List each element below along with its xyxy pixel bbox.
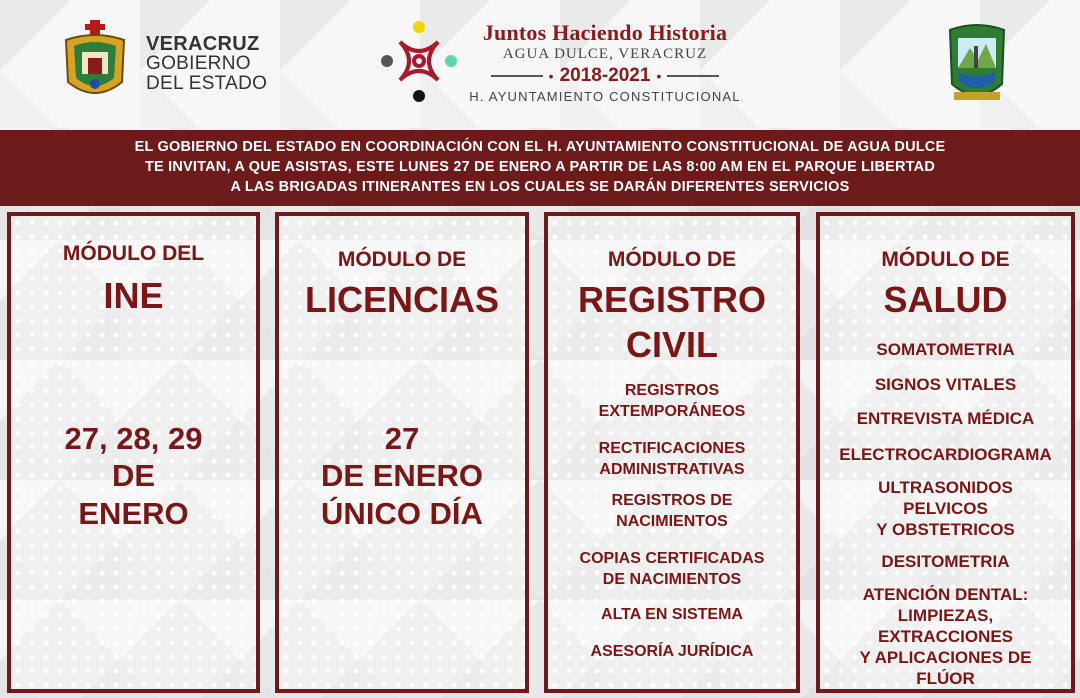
years: 2018-2021 [559, 65, 651, 86]
service-item: ELECTROCARDIOGRAMA [839, 445, 1052, 464]
module-label: MÓDULO DE [607, 248, 737, 271]
service-item: REGISTROS DE [611, 492, 733, 509]
module-label: MÓDULO DE [881, 248, 1010, 271]
service-item: NACIMIENTOS [616, 513, 728, 530]
dot-icon: • [656, 68, 662, 84]
divider [667, 75, 719, 77]
module-title: INE [103, 275, 164, 316]
service-item: ATENCIÓN DENTAL: [862, 585, 1029, 604]
veracruz-coat-of-arms-icon [60, 20, 130, 107]
invitation-banner [0, 130, 1080, 206]
municipal-emblem-icon [378, 20, 460, 109]
banner-line: EL GOBIERNO DEL ESTADO EN COORDINACIÓN CON EL H. AYUNTAMIENTO CONSTITUCIONAL DE AGUA DULCE [134, 139, 946, 155]
service-item: ASESORÍA JURÍDICA [590, 643, 754, 660]
service-item: ALTA EN SISTEMA [601, 606, 743, 623]
service-item: ULTRASONIDOS [878, 478, 1013, 497]
module-ine [7, 212, 260, 693]
service-item: SIGNOS VITALES [874, 375, 1017, 394]
module-date: DE [111, 458, 156, 493]
service-item: DE NACIMIENTOS [602, 571, 742, 588]
service-item: DESITOMETRIA [881, 552, 1010, 571]
service-item: PELVICOS [903, 499, 988, 518]
dot-icon: • [548, 68, 554, 84]
module-title: CIVIL [625, 324, 718, 365]
service-item: Y OBSTETRICOS [876, 520, 1015, 539]
module-date: DE ENERO [321, 458, 483, 493]
module-label: MÓDULO DE [337, 248, 467, 271]
service-item: EXTRACCIONES [877, 627, 1014, 646]
service-item: RECTIFICACIONES [598, 440, 746, 457]
service-item: SOMATOMETRIA [876, 340, 1015, 359]
module-label: MÓDULO DEL [62, 242, 205, 265]
module-registro-civil [544, 212, 800, 693]
module-title: SALUD [883, 279, 1008, 320]
module-salud [816, 212, 1075, 693]
header [0, 0, 1080, 128]
service-item: COPIAS CERTIFICADAS [579, 550, 765, 567]
module-date: ÚNICO DÍA [321, 496, 483, 531]
service-item: Y APLICACIONES DE [859, 648, 1032, 667]
place: AGUA DULCE, VERACRUZ [502, 46, 708, 62]
service-item: ADMINISTRATIVAS [599, 461, 745, 478]
years-row [455, 65, 755, 87]
banner-line: A LAS BRIGADAS ITINERANTES EN LOS CUALES SE DARÁN DIFERENTES SERVICIOS [230, 179, 850, 195]
municipal-branding [455, 20, 755, 104]
module-date: ENERO [78, 496, 189, 531]
module-date: 27, 28, 29 [64, 421, 203, 456]
service-item: FLÚOR [916, 669, 975, 688]
agua-dulce-coat-of-arms-icon [944, 20, 1010, 111]
ayuntamiento: H. AYUNTAMIENTO CONSTITUCIONAL [469, 89, 741, 104]
banner-line: TE INVITAN, A QUE ASISTAS, ESTE LUNES 27 DE ENERO A PARTIR DE LAS 8:00 AM EN EL PARQUE LIBERTAD [144, 159, 935, 175]
module-licencias [275, 212, 529, 693]
service-item: LIMPIEZAS, [897, 606, 994, 625]
module-date: 27 [384, 421, 420, 456]
service-item: REGISTROS [624, 382, 720, 399]
veracruz-government-text [146, 34, 267, 94]
slogan: Juntos Haciendo Historia [482, 20, 728, 45]
government-line: GOBIERNO [146, 53, 251, 74]
state-line: DEL ESTADO [146, 73, 268, 94]
state-name: VERACRUZ [146, 33, 260, 55]
service-item: ENTREVISTA MÉDICA [856, 409, 1035, 428]
module-title: REGISTRO [577, 279, 766, 320]
divider [491, 75, 543, 77]
service-item: EXTEMPORÁNEOS [598, 403, 746, 420]
module-title: LICENCIAS [304, 279, 499, 320]
